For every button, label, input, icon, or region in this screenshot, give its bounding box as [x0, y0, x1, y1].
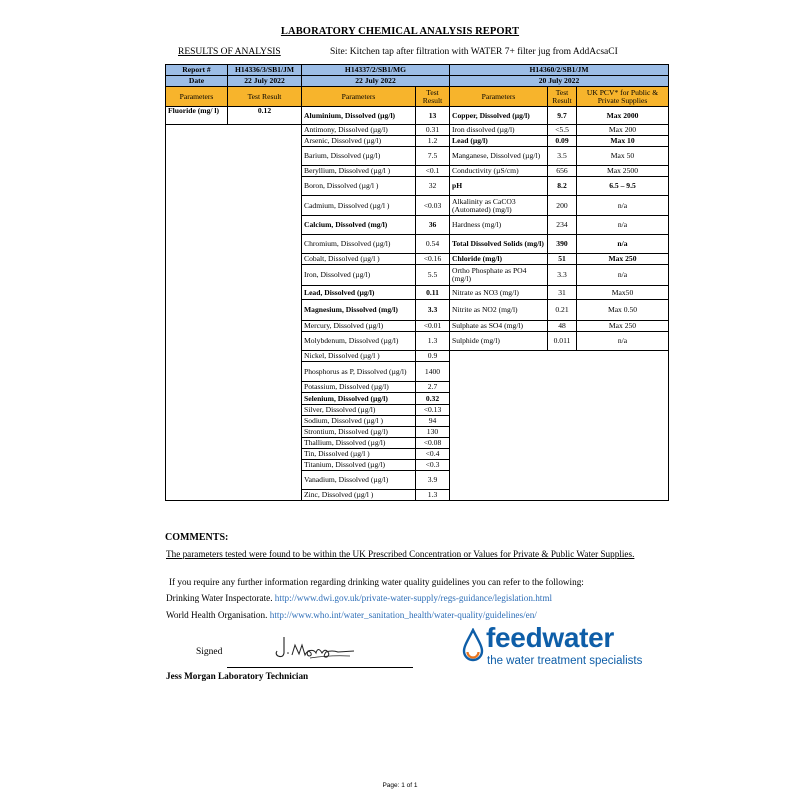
date-2: 22 July 2022: [302, 76, 450, 87]
signer-name: Jess Morgan Laboratory Technician: [166, 671, 309, 681]
report-number-2: H14337/2/SB1/MG: [302, 65, 450, 76]
param-pcv: Max 10: [577, 136, 669, 147]
dwi-reference: [166, 593, 552, 603]
metal-name: Lead, Dissolved (µg/l): [302, 286, 416, 300]
param-value: <5.5: [548, 125, 577, 136]
param-value: 0.09: [548, 136, 577, 147]
param-pcv: Max 2000: [577, 107, 669, 125]
metal-name: Molybdenum, Dissolved (µg/l): [302, 332, 416, 351]
metal-value: 94: [416, 416, 450, 427]
metal-name: Iron, Dissolved (µg/l): [302, 265, 416, 286]
param-name: Nitrite as NO2 (mg/l): [450, 300, 548, 321]
who-reference: [166, 610, 537, 620]
param-pcv: Max 50: [577, 147, 669, 166]
metal-name: Mercury, Dissolved (µg/l): [302, 321, 416, 332]
metal-name: Silver, Dissolved (µg/l): [302, 405, 416, 416]
comment-compliance: The parameters tested were found to be within the UK Prescribed Concentration or Values for Private & Public Water Supplies.: [166, 549, 635, 559]
who-link[interactable]: http://www.who.int/water_sanitation_health/water-quality/guidelines/en/: [269, 610, 537, 620]
metal-value: <0.1: [416, 166, 450, 177]
report-number-row: [166, 65, 669, 76]
param-name: Chloride (mg/l): [450, 254, 548, 265]
param-name: Alkalinity as CaCO3 (Automated) (mg/l): [450, 196, 548, 216]
report-title: LABORATORY CHEMICAL ANALYSIS REPORT: [280, 26, 520, 37]
param-pcv: Max 2500: [577, 166, 669, 177]
table-row: [166, 107, 669, 125]
metal-value: 32: [416, 177, 450, 196]
metal-value: 36: [416, 216, 450, 235]
metal-name: Calcium, Dissolved (mg/l): [302, 216, 416, 235]
results-label: RESULTS OF ANALYSIS: [178, 47, 281, 57]
param-value: 234: [548, 216, 577, 235]
col-test-result-3: Test Result: [548, 87, 577, 107]
param-name: Sulphide (mg/l): [450, 332, 548, 351]
metal-value: <0.4: [416, 449, 450, 460]
metal-name: Cobalt, Dissolved (µg/l ): [302, 254, 416, 265]
param-name: Manganese, Dissolved (µg/l): [450, 147, 548, 166]
metal-value: 0.31: [416, 125, 450, 136]
metal-value: 0.11: [416, 286, 450, 300]
column-header-row: [166, 87, 669, 107]
param-pcv: Max50: [577, 286, 669, 300]
report-number-3: H14360/2/SB1/JM: [450, 65, 669, 76]
param-name: Nitrate as NO3 (mg/l): [450, 286, 548, 300]
param-pcv: n/a: [577, 196, 669, 216]
metal-name: Zinc, Dissolved (µg/l ): [302, 490, 416, 501]
param-pcv: Max 250: [577, 321, 669, 332]
metal-value: 1400: [416, 362, 450, 382]
param-name: Conductivity (µS/cm): [450, 166, 548, 177]
metal-value: 3.3: [416, 300, 450, 321]
empty-panel: [450, 351, 669, 501]
param-value: 51: [548, 254, 577, 265]
metal-name: Magnesium, Dissolved (mg/l): [302, 300, 416, 321]
metal-value: <0.08: [416, 438, 450, 449]
metal-name: Chromium, Dissolved (µg/l): [302, 235, 416, 254]
param-value: 0.011: [548, 332, 577, 351]
param-name: pH: [450, 177, 548, 196]
metal-name: Sodium, Dissolved (µg/l ): [302, 416, 416, 427]
param-pcv: Max 200: [577, 125, 669, 136]
col-test-result-1: Test Result: [228, 87, 302, 107]
param-name: Copper, Dissolved (µg/l): [450, 107, 548, 125]
date-label: Date: [166, 76, 228, 87]
param-name: Iron dissolved (µg/l): [450, 125, 548, 136]
param-pcv: Max 0.50: [577, 300, 669, 321]
metal-value: 5.5: [416, 265, 450, 286]
param-value: 656: [548, 166, 577, 177]
comments-heading: COMMENTS:: [165, 532, 229, 543]
metal-name: Potassium, Dissolved (µg/l): [302, 382, 416, 393]
fluoride-name: Fluoride (mg/ l): [166, 107, 228, 125]
metal-name: Arsenic, Dissolved (µg/l): [302, 136, 416, 147]
metal-name: Antimony, Dissolved (µg/l): [302, 125, 416, 136]
metal-value: <0.16: [416, 254, 450, 265]
param-pcv: n/a: [577, 235, 669, 254]
metal-value: 7.5: [416, 147, 450, 166]
metal-value: 1.3: [416, 490, 450, 501]
metal-name: Barium, Dissolved (µg/l): [302, 147, 416, 166]
metal-name: Strontium, Dissolved (µg/l): [302, 427, 416, 438]
metal-name: Beryllium, Dissolved (µg/l ): [302, 166, 416, 177]
metal-name: Aluminium, Dissolved (µg/l): [302, 107, 416, 125]
param-pcv: Max 250: [577, 254, 669, 265]
site-label: Site: Kitchen tap after filtration with WATER 7+ filter jug from AddAcsaCI: [330, 47, 618, 57]
metal-value: 3.9: [416, 471, 450, 490]
param-name: Total Dissolved Solids (mg/l): [450, 235, 548, 254]
metal-value: 0.32: [416, 393, 450, 405]
param-pcv: 6.5 – 9.5: [577, 177, 669, 196]
param-name: Sulphate as SO4 (mg/l): [450, 321, 548, 332]
dwi-label: Drinking Water Inspectorate.: [166, 593, 273, 603]
comment-guidelines: If you require any further information regarding drinking water quality guidelines you can refer to the following:: [169, 577, 584, 587]
metal-value: <0.01: [416, 321, 450, 332]
param-value: 31: [548, 286, 577, 300]
param-pcv: n/a: [577, 216, 669, 235]
metal-name: Vanadium, Dissolved (µg/l): [302, 471, 416, 490]
col-test-result-2: Test Result: [416, 87, 450, 107]
date-1: 22 July 2022: [228, 76, 302, 87]
param-name: Lead (µg/l): [450, 136, 548, 147]
metal-value: 1.2: [416, 136, 450, 147]
col-parameters-3: Parameters: [450, 87, 548, 107]
metal-value: <0.03: [416, 196, 450, 216]
page-number: Page: 1 of 1: [382, 782, 418, 789]
metal-value: 0.9: [416, 351, 450, 362]
param-value: 3.3: [548, 265, 577, 286]
table-row: [166, 125, 669, 136]
results-table: [165, 64, 669, 501]
param-value: 8.2: [548, 177, 577, 196]
param-value: 0.21: [548, 300, 577, 321]
col-parameters-2: Parameters: [302, 87, 416, 107]
param-pcv: n/a: [577, 265, 669, 286]
param-pcv: n/a: [577, 332, 669, 351]
param-value: 9.7: [548, 107, 577, 125]
signature-line: [227, 667, 413, 668]
param-value: 3.5: [548, 147, 577, 166]
report-number-1: H14336/3/SB1/JM: [228, 65, 302, 76]
param-value: 200: [548, 196, 577, 216]
signature-image: [270, 631, 360, 665]
col-pcv: UK PCV* for Public & Private Supplies: [577, 87, 669, 107]
metal-name: Cadmium, Dissolved (µg/l ): [302, 196, 416, 216]
metal-value: 130: [416, 427, 450, 438]
date-3: 20 July 2022: [450, 76, 669, 87]
company-logo-tagline: the water treatment specialists: [487, 655, 643, 667]
metal-value: 13: [416, 107, 450, 125]
who-label: World Health Organisation.: [166, 610, 268, 620]
param-value: 390: [548, 235, 577, 254]
metal-value: 2.7: [416, 382, 450, 393]
dwi-link[interactable]: http://www.dwi.gov.uk/private-water-supply/regs-guidance/legislation.html: [274, 593, 553, 603]
metal-value: 0.54: [416, 235, 450, 254]
date-row: [166, 76, 669, 87]
company-logo-name: feedwater: [486, 622, 615, 653]
metal-name: Selenium, Dissolved (µg/l): [302, 393, 416, 405]
param-name: Hardness (mg/l): [450, 216, 548, 235]
metal-name: Titanium, Dissolved (µg/l): [302, 460, 416, 471]
metal-value: <0.13: [416, 405, 450, 416]
fluoride-value: 0.12: [228, 107, 302, 125]
signed-label: Signed: [196, 647, 223, 657]
empty-panel: [166, 125, 302, 501]
param-value: 48: [548, 321, 577, 332]
water-drop-logo-icon: [462, 628, 484, 662]
metal-name: Thallium, Dissolved (µg/l): [302, 438, 416, 449]
metal-name: Tin, Dissolved (µg/l ): [302, 449, 416, 460]
metal-value: 1.3: [416, 332, 450, 351]
param-name: Ortho Phosphate as PO4 (mg/l): [450, 265, 548, 286]
metal-name: Boron, Dissolved (µg/l ): [302, 177, 416, 196]
col-parameters-1: Parameters: [166, 87, 228, 107]
metal-name: Nickel, Dissolved (µg/l ): [302, 351, 416, 362]
report-number-label: Report #: [166, 65, 228, 76]
metal-name: Phosphorus as P, Dissolved (µg/l): [302, 362, 416, 382]
metal-value: <0.3: [416, 460, 450, 471]
